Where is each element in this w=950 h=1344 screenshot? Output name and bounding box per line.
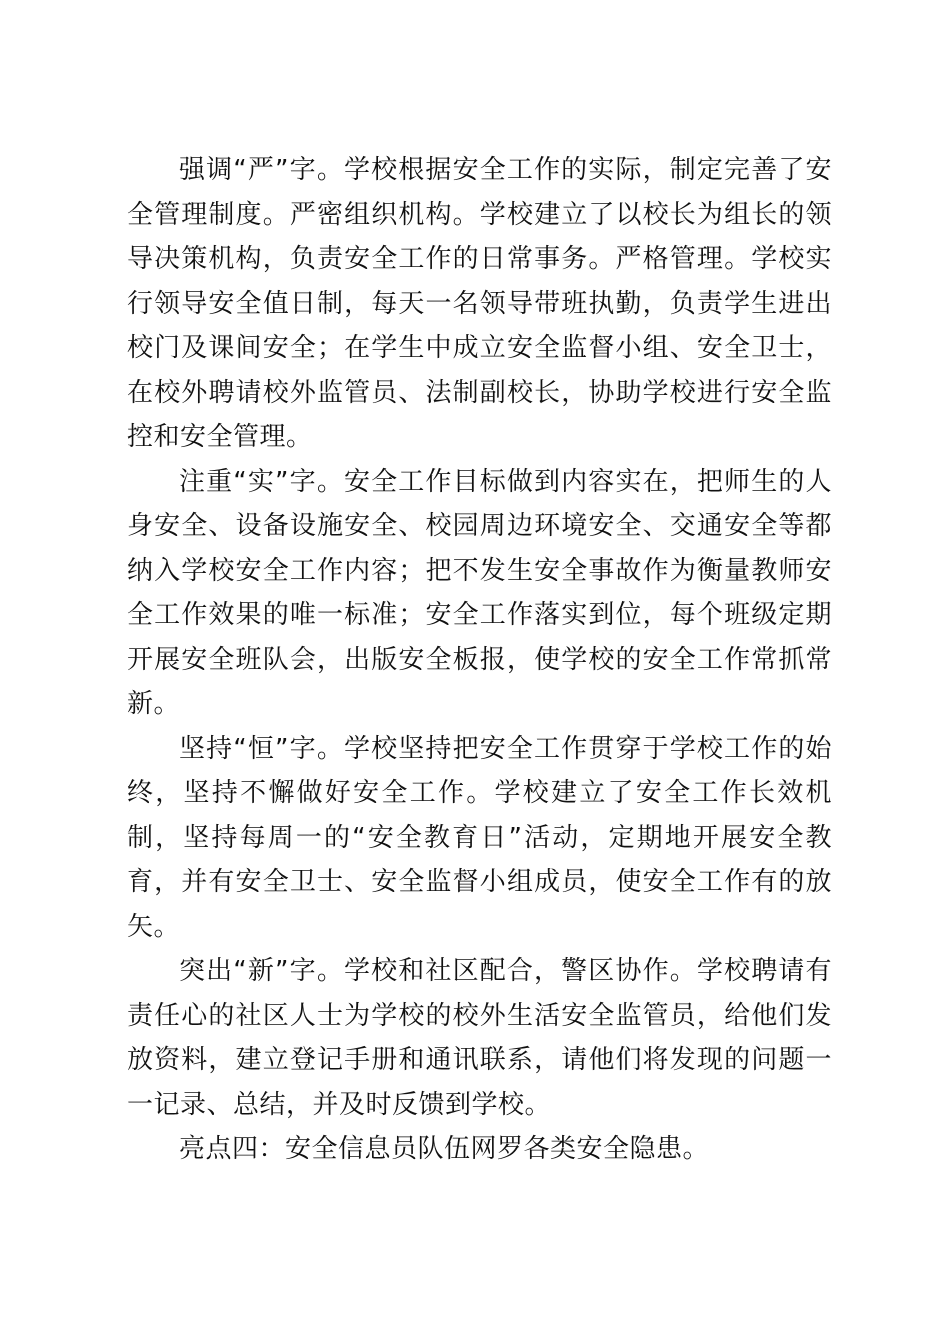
paragraph-strict: 强调“严”字。学校根据安全工作的实际，制定完善了安全管理制度。严密组织机构。学校建立了以校长为组长的领导决策机构，负责安全工作的日常事务。严格管理。学校实行领导安全值日制，每天一名领导带班执勤，负责学生进出校门及课间安全；在学生中成立安全监督小组、安全卫士，在校外聘请校外监管员、法制副校长，协助学校进行安全监控和安全管理。 — [127, 155, 832, 452]
paragraph-highlight-four: 亮点四：安全信息员队伍网罗各类安全隐患。 — [179, 1134, 710, 1164]
document-body — [127, 148, 832, 1172]
paragraph-innovation: 突出“新”字。学校和社区配合，警区协作。学校聘请有责任心的社区人士为学校的校外生活安全监管员，给他们发放资料，建立登记手册和通讯联系，请他们将发现的问题一一记录、总结，并及时反馈到学校。 — [127, 956, 832, 1120]
paragraph-practical: 注重“实”字。安全工作目标做到内容实在，把师生的人身安全、设备设施安全、校园周边环境安全、交通安全等都纳入学校安全工作内容；把不发生安全事故作为衡量教师安全工作效果的唯一标准；安全工作落实到位，每个班级定期开展安全班队会，出版安全板报，使学校的安全工作常抓常新。 — [127, 466, 832, 719]
paragraph-persistence: 坚持“恒”字。学校坚持把安全工作贯穿于学校工作的始终，坚持不懈做好安全工作。学校建立了安全工作长效机制，坚持每周一的“安全教育日”活动，定期地开展安全教育，并有安全卫士、安全监督小组成员，使安全工作有的放矢。 — [127, 733, 832, 942]
